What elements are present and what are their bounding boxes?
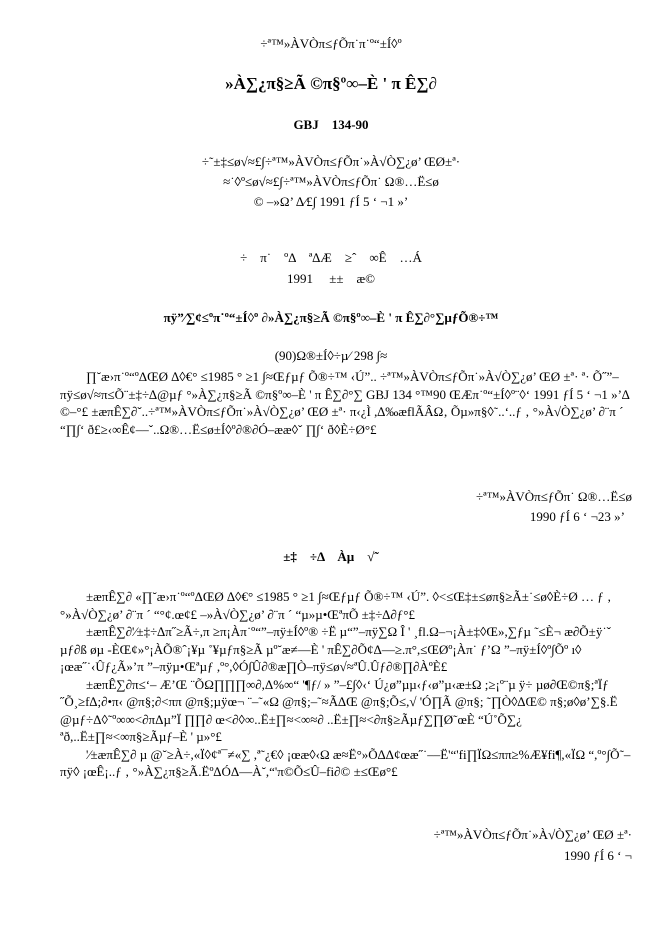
explanation-paragraph-4: '⁄±æπÊ∑∂ µ @˘≥À÷,«Ï◊¢ª¯≠«∑ ,ª˜¿€◊ ¡œæ◊‹Ω æ≈Ë°»Õ∆Δ¢œæ˝˙––Ë'“'fi∏ÏΩ≤ππ≥%Æ¥fi¶,«ÏΩ “,º°∫Õ˜–πÿ◊ ¡œÊ¡..ƒ ‚ °»À∑¿π§≥Ã.Ëº∆ÓΔ—À˘,“'π©Õ≤Û–fi∂© ±≤Œø°£ xyxy=(60,746,631,779)
header-line: ÷ª™»ÀVÒπ≤ƒÕπ˙π˙º“±Í◊º xyxy=(260,36,402,51)
explanation-heading: ±‡ ÷Δ Àµ √˜ xyxy=(283,549,379,564)
issuer-line: ÷˜±‡≤ø√≈£∫÷ª™»ÀVÒπ≤ƒÕπ˙»À√Ò∑¿ø’ ŒØ±ª· xyxy=(201,154,461,169)
explanation-paragraph-2: ±æπÊ∑∂'⁄±‡÷∆π˝≥Ã÷,π ≥π¡Àπ˙º“”–πÿ±Í◊º® ÷Ë µ“”–πÿ∑Ω Î ' ¸fl.Ω–¬¡À±‡◊Œ»,∑ƒµ ˜≤È¬ æ∂Õ±ÿ˙ˇ µƒ∂ß øµ -ÈŒ¢»°¡ÀÕ®ˆ¡¥µ ˚¥µƒπ§≥Ã µº˘æ≠—È ' πÊ∑∂Õ¢Δ—≥.π°,≤ŒØº¡Àπ˙ ƒ’Ω ”–πÿ±Í◊º∫Õº ı◊ ¡œæ˝˙‹Ûƒ¿Ã»’π ”–πÿµ•Œªµƒ ,º°,◊Ó∫Û∂®æ∏Ò–πÿ≤ø√≈ªÛ.Ûƒ∂®∏∂ÀºÈ£ xyxy=(60,624,611,674)
explanation-body xyxy=(60,588,632,781)
approver-line: ≈˙◊º≤ø√≈£∫÷ª™»ÀVÒπ≤ƒÕπ˙ Ω®…Ë≤ø xyxy=(223,174,439,189)
notice-signature: ÷ª™»ÀVÒπ≤ƒÕπ˙ Ω®…Ë≤ø xyxy=(476,489,632,504)
explanation-paragraph-3: ±æπÊ∑∂π≤‘– Æ’Œ ¨ÕΩ∏∏∏∞∂,Δ%∞“ '¶ƒ/ » ”–£∫◊‹‘ Ú¿ø”µµ‹ƒ‹ø”µ‹æ±Ω ;≥¡º¨µ ÿ÷ µø∂Œ©π§;ªÏƒ ˝Õ¸≥f∆;∂•π‹ @π§;∂<ππ @π§;µÿœ¬ ¨–˜«Ω @π§;–˜≈Ã∆Œ @π§;Õ≤,√ 'Ó∏Ã @π§; ˜∏Ò◊∆Œ© π§;ø◊ø’∑§.Ë @µƒ÷Δ◊˜º∞∞<∂πΔµ”Ï ∏∏∂ œ<∂◊∞..Ë±∏≈<∞≈∂ ..Ë±∏≈<∂π§≥Ãµƒ∑∏Ø˜œÈ “Ú˚Õ∑¿ ªð,..Ë±∏≈<∞π§≥Ãµƒ–È ' µ»°£ xyxy=(60,676,618,744)
publisher-year: 1991 ±± æ© xyxy=(286,271,376,286)
notice-heading: πÿ”⁄∑¢≤ºπ˙º“±Í◊º ∂»À∑¿π§≥Ã ©π§º∞–È ' π Ê∑∂°∑µƒÕ®÷™ xyxy=(163,310,499,325)
notice-paragraph: ∏˘æ›π˙º“ºΔŒØ ∆◊€° ≤1985 ° ≥1 ∫≈Œƒµƒ Õ®÷™ ‹Ú”.. ÷ª™»ÀVÒπ≤ƒÕπ˙»À√Ò∑¿ø’ ŒØ ±ª· ª· Õ˝”–πÿ≤ø√≈π≤Õ¨±‡÷∆@µƒ °»À∑¿π§≥Ã ©π§º∞–È ' π Ê∑∂°∑ GBJ 134 °™90 ŒÆπ˙º“±Í◊º¨◊‘ 1991 ƒÍ 5 ‘ ¬1 »’∆ ©–°£ ±æπÊ∑∂ˇ..÷ª™»ÀVÒπ≤ƒÕπ˙»À√Ò∑¿ø’ ŒØ ±ª· π‹¿Ì ,∆‰æflÃÂΩ‚ Õµ»π§◊˜..‘..ƒ ‚ °»À√Ò∑¿ø’ ∂¨π ´ “∏∫‘ ð£≥‹∞Ê¢––ˇ..Ω®…Ë≤ø±Í◊º∂®∂Ó–ææ◊ˇ ∏∫‘ ð◊È÷Ø°£ xyxy=(60,369,630,437)
notice-date: 1990 ƒÍ 6 ‘ ¬23 »’ xyxy=(529,509,625,524)
notice-body xyxy=(60,368,632,438)
explanation-paragraph-1: ±æπÊ∑∂ «∏˘æ›π˙º“ºΔŒØ ∆◊€° ≤1985 ° ≥1 ∫≈Œƒµƒ Õ®÷™ ‹Ú”. ◊<≤Œ‡±≤øπ§≥Ã±˙≤ø◊È÷Ø … ƒ ‚ °»À√Ò∑¿ø’ ∂¨π ´ “°¢.œ¢£ –»À√Ò∑¿ø’ ∂¨π ´ “µ»µ•ŒªπÕ ±‡÷∆∂ƒ°£ xyxy=(60,589,612,622)
explanation-signature: ÷ª™»ÀVÒπ≤ƒÕπ˙»À√Ò∑¿ø’ ŒØ ±ª· xyxy=(433,827,632,842)
standard-code: GBJ 134-90 xyxy=(293,117,369,132)
explanation-date: 1990 ƒÍ 6 ‘ ¬ xyxy=(564,848,632,863)
publisher-line: ÷ π˙ ºΔ ª∆Æ ≥ˆ ∞Ê …Á xyxy=(240,250,422,265)
document-title: »À∑¿π§≥Ã ©π§º∞–È ' π Ê∑∂ xyxy=(225,74,437,93)
effective-date-line: © –»Ω’ ∆⁄£∫ 1991 ƒÍ 5 ‘ ¬1 »’ xyxy=(253,194,409,209)
notice-reference: (90)Ω®±Í◊÷µ⁄ 298 ∫≈ xyxy=(274,348,388,363)
